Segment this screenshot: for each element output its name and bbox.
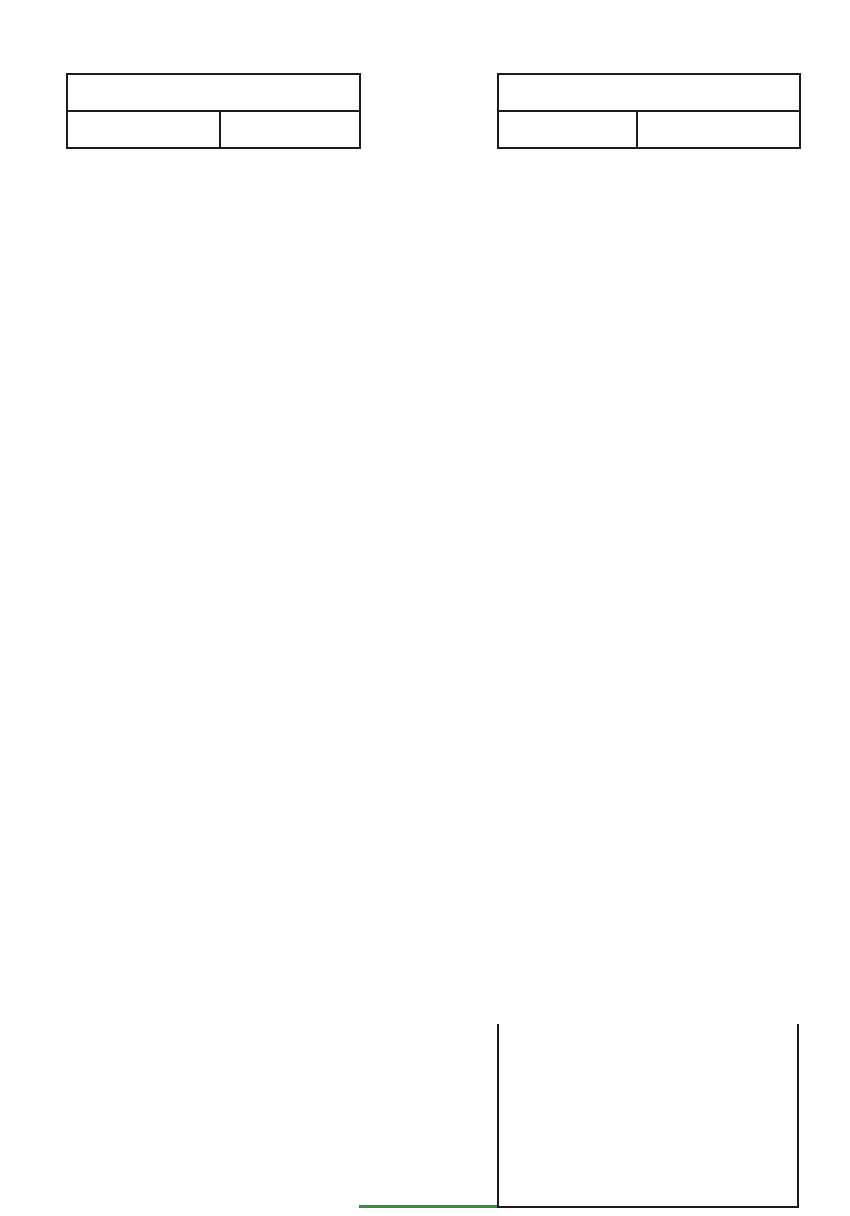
women-col-name-header [637,111,800,148]
women-table-title [498,74,800,111]
women-seed-table [497,73,801,149]
men-seed-table [66,73,361,149]
women-col-seed-header [498,111,637,148]
women-table-empty-area [497,1024,799,1208]
men-table-title [67,74,360,111]
bottom-divider [359,1205,497,1208]
men-col-name-header [220,111,360,148]
men-col-seed-header [67,111,220,148]
